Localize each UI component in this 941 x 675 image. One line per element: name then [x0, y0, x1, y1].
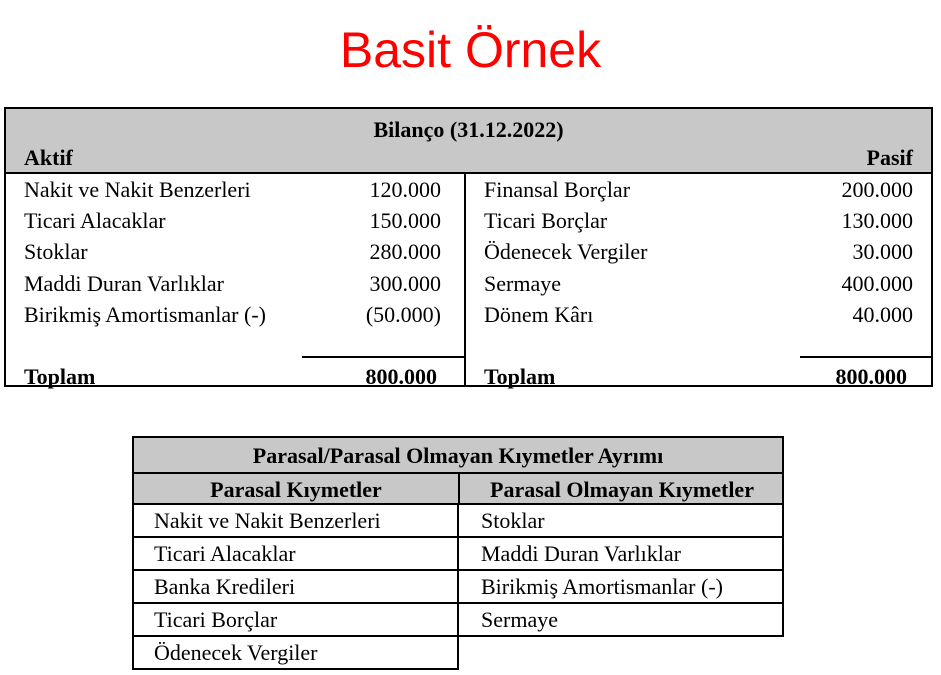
- liabilities-total-value: 800.000: [835, 364, 907, 389]
- assets-sum-line: [302, 356, 464, 358]
- liability-value: 40.000: [852, 302, 913, 327]
- liabilities-header: Pasif: [866, 145, 913, 170]
- non-monetary-item-label: Birikmiş Amortismanlar (-): [481, 574, 723, 599]
- balance-sheet-table: [4, 107, 933, 387]
- monetary-item-label: Ticari Alacaklar: [154, 541, 296, 566]
- liability-value: 130.000: [841, 208, 913, 233]
- monetary-item: [132, 536, 459, 571]
- asset-value: 120.000: [369, 177, 441, 202]
- liability-value: 30.000: [852, 239, 913, 264]
- monetary-item: [132, 503, 459, 538]
- asset-label: Nakit ve Nakit Benzerleri: [24, 177, 251, 202]
- non-monetary-item-label: Sermaye: [481, 607, 558, 632]
- non-monetary-item-label: Maddi Duran Varlıklar: [481, 541, 681, 566]
- assets-header: Aktif: [24, 145, 73, 170]
- asset-value: 300.000: [369, 271, 441, 296]
- monetary-item-label: Ödenecek Vergiler: [154, 640, 318, 665]
- liabilities-sum-line: [800, 356, 933, 358]
- non-monetary-item: [457, 602, 784, 637]
- asset-label: Birikmiş Amortismanlar (-): [24, 302, 266, 327]
- balance-sheet-title: Bilanço (31.12.2022): [373, 117, 564, 142]
- asset-value: 150.000: [369, 208, 441, 233]
- asset-value: (50.000): [365, 302, 441, 327]
- liability-value: 200.000: [841, 177, 913, 202]
- liability-label: Dönem Kârı: [484, 302, 594, 327]
- liability-label: Ticari Borçlar: [484, 208, 608, 233]
- liability-value: 400.000: [841, 271, 913, 296]
- monetary-column-header: Parasal Kıymetler: [210, 477, 382, 502]
- monetary-item-label: Nakit ve Nakit Benzerleri: [154, 508, 381, 533]
- asset-value: 280.000: [369, 239, 441, 264]
- classification-title: Parasal/Parasal Olmayan Kıymetler Ayrımı: [252, 443, 664, 468]
- assets-total-label: Toplam: [24, 364, 96, 389]
- non-monetary-item: [457, 569, 784, 604]
- non-monetary-item-label: Stoklar: [481, 508, 545, 533]
- balance-sheet-header: [6, 109, 931, 174]
- monetary-item-label: Banka Kredileri: [154, 574, 296, 599]
- monetary-item-label: Ticari Borçlar: [154, 607, 278, 632]
- asset-label: Ticari Alacaklar: [24, 208, 166, 233]
- non-monetary-column-header: Parasal Olmayan Kıymetler: [490, 477, 754, 502]
- liabilities-total-label: Toplam: [484, 364, 556, 389]
- column-divider: [464, 172, 466, 387]
- monetary-item: [132, 569, 459, 604]
- slide-title: Basit Örnek: [339, 22, 602, 78]
- assets-total-value: 800.000: [365, 364, 437, 389]
- asset-label: Maddi Duran Varlıklar: [24, 271, 224, 296]
- liability-label: Ödenecek Vergiler: [484, 239, 648, 264]
- asset-label: Stoklar: [24, 239, 88, 264]
- monetary-item: [132, 635, 459, 670]
- liability-label: Finansal Borçlar: [484, 177, 631, 202]
- non-monetary-item: [457, 503, 784, 538]
- non-monetary-item: [457, 536, 784, 571]
- monetary-item: [132, 602, 459, 637]
- classification-header: [132, 436, 784, 505]
- liability-label: Sermaye: [484, 271, 561, 296]
